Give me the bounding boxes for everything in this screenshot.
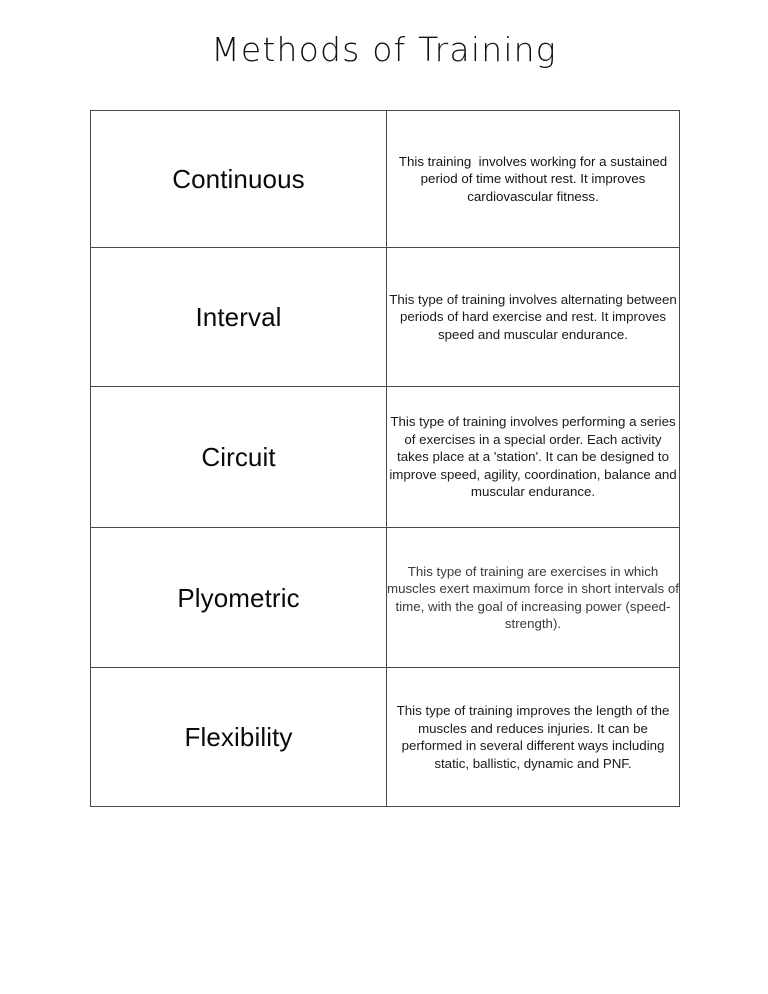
training-method-name: Circuit [201,442,276,472]
table-row [91,387,680,528]
page-title: Methods of Training [211,30,557,69]
table-row [91,668,680,807]
table-row [91,528,680,668]
methods-of-training-table [90,110,683,807]
table-cell-term [91,528,387,668]
training-method-description: This type of training improves the length of the muscles and reduces injuries. It can be performed in several different ways including static, ballistic, dynamic and PNF. [396,703,674,771]
table-cell-description [387,387,680,528]
training-method-name: Flexibility [184,722,293,752]
table-cell-term [91,248,387,387]
table-cell-description [387,668,680,807]
table-cell-term [91,387,387,528]
table-row [91,111,680,248]
table-cell-description [387,111,680,248]
table-cell-term [91,668,387,807]
training-method-description: This training involves working for a sustained period of time without rest. It improves cardiovascular fitness. [398,153,671,204]
table-cell-description [387,528,683,668]
training-method-description: This type of training involves performing a series of exercises in a special order. Each activity takes place at a 'station'. It can be designed to improve speed, agility, coordination, balance and muscular endurance. [389,414,681,500]
table-cell-term [91,111,387,248]
training-method-description: This type of training are exercises in which muscles exert maximum force in short intervals of time, with the goal of increasing power (speed-strength). [387,563,683,631]
table-cell-description [387,248,680,387]
training-method-name: Continuous [172,164,305,194]
training-method-description: This type of training involves alternating between periods of hard exercise and rest. It improves speed and muscular endurance. [389,291,681,342]
training-method-name: Plyometric [177,582,300,613]
training-method-name: Interval [195,302,282,332]
table-row [91,248,680,387]
